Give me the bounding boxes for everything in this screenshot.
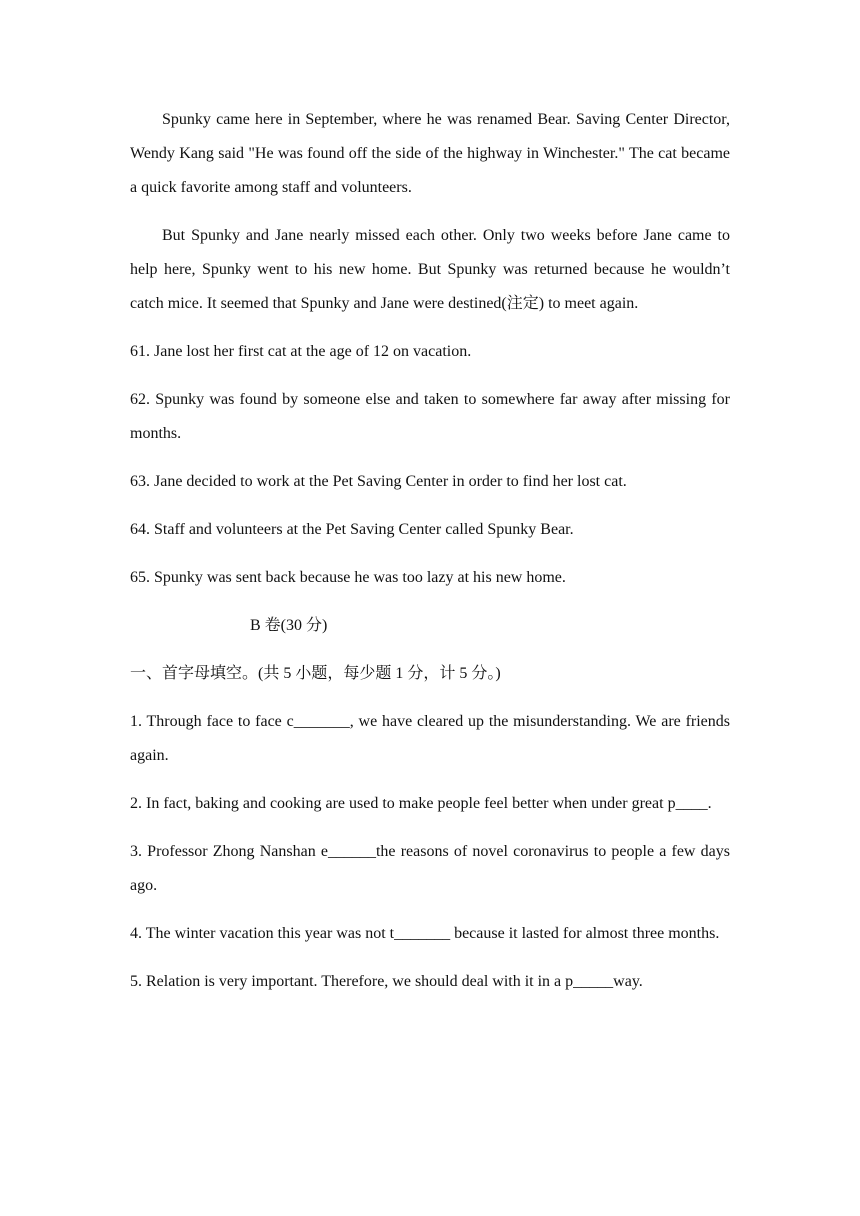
statement-61: 61. Jane lost her first cat at the age of 12 on vacation.: [130, 343, 472, 360]
fill-blank-item-3: 3. Professor Zhong Nanshan e______the reasons of novel coronavirus to people a few days ago.: [130, 843, 730, 894]
statement-65: 65. Spunky was sent back because he was too lazy at his new home.: [130, 569, 566, 586]
fill-blank-item-5: 5. Relation is very important. Therefore, we should deal with it in a p_____way.: [130, 973, 643, 990]
fill-blank-item-2: 2. In fact, baking and cooking are used to make people feel better when under great p____.: [130, 795, 712, 812]
passage-paragraph-2: But Spunky and Jane nearly missed each other. Only two weeks before Jane came to help here, Spunky went to his new home. But Spunky was returned because he wouldn’t catch mice. It seemed that Spunky and Jane were destined(注定) to meet again.: [130, 227, 730, 312]
statement-62: 62. Spunky was found by someone else and taken to somewhere far away after missing for months.: [130, 391, 730, 442]
document-page: [130, 103, 730, 1013]
fill-blank-item-1: 1. Through face to face c_______, we have cleared up the misunderstanding. We are friends again.: [130, 713, 730, 764]
part1-heading: 一、首字母填空。(共 5 小题，每少题 1 分，计 5 分。): [130, 665, 501, 682]
fill-blank-item-4: 4. The winter vacation this year was not t_______ because it lasted for almost three months.: [130, 925, 720, 942]
statement-64: 64. Staff and volunteers at the Pet Saving Center called Spunky Bear.: [130, 521, 574, 538]
statement-63: 63. Jane decided to work at the Pet Saving Center in order to find her lost cat.: [130, 473, 627, 490]
section-b-title: B 卷(30 分): [250, 617, 328, 634]
passage-paragraph-1: Spunky came here in September, where he was renamed Bear. Saving Center Director, Wendy Kang said "He was found off the side of the highway in Winchester." The cat became a quick favorite among staff and volunteers.: [130, 111, 730, 196]
